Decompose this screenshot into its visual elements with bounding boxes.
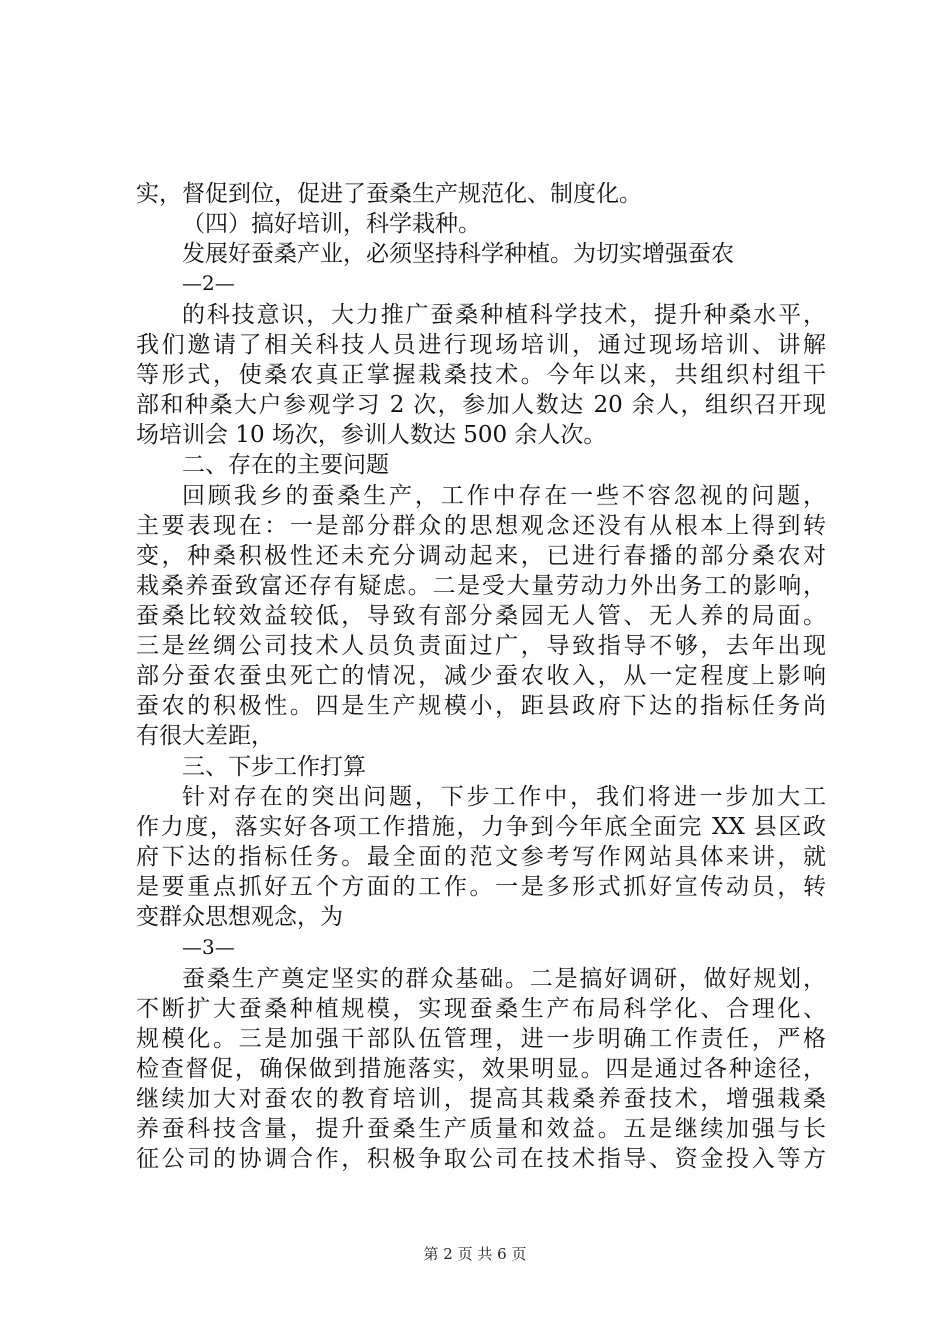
text-line: 等形式，使桑农真正掌握栽桑技术。今年以来，共组织村组干: [136, 362, 826, 388]
text-line: 规模化。三是加强干部队伍管理，进一步明确工作责任，严格: [136, 1026, 826, 1052]
text-line: 继续加大对蚕农的教育培训，提高其栽桑养蚕技术，增强栽桑: [136, 1086, 826, 1112]
text-line: 府下达的指标任务。最全面的范文参考写作网站具体来讲，就: [136, 844, 826, 870]
text-line: 场培训会 10 场次，参训人数达 500 余人次。: [136, 422, 607, 448]
text-line: 主要表现在：一是部分群众的思想观念还没有从根本上得到转: [136, 513, 826, 539]
text-line: 作力度，落实好各项工作措施，力争到今年底全面完 XX 县区政: [136, 814, 826, 840]
text-line: 变，种桑积极性还未充分调动起来，已进行春播的部分桑农对: [136, 543, 826, 569]
text-line: 的科技意识，大力推广蚕桑种植科学技术，提升种桑水平，: [182, 302, 826, 328]
text-line: 蚕桑生产奠定坚实的群众基础。二是搞好调研，做好规划，: [182, 966, 826, 992]
text-line: 检查督促，确保做到措施落实，效果明显。四是通过各种途径，: [136, 1056, 826, 1082]
text-line: 我们邀请了相关科技人员进行现场培训，通过现场培训、讲解: [136, 332, 826, 358]
page-marker: —2—: [182, 271, 235, 295]
text-line: 蚕农的积极性。四是生产规模小，距县政府下达的指标任务尚: [136, 693, 826, 719]
text-line: 养蚕科技含量，提升蚕桑生产质量和效益。五是继续加强与长: [136, 1116, 826, 1142]
text-line: 栽桑养蚕致富还存有疑虑。二是受大量劳动力外出务工的影响，: [136, 573, 826, 599]
page-marker: —3—: [182, 935, 235, 959]
text-line: 针对存在的突出问题，下步工作中，我们将进一步加大工: [182, 784, 826, 810]
text-line: 三是丝绸公司技术人员负责面过广，导致指导不够，去年出现: [136, 633, 826, 659]
text-line: 部分蚕农蚕虫死亡的情况，减少蚕农收入，从一定程度上影响: [136, 663, 826, 689]
text-line: 回顾我乡的蚕桑生产，工作中存在一些不容忽视的问题，: [182, 483, 826, 509]
text-line: 征公司的协调合作，积极争取公司在技术指导、资金投入等方: [136, 1146, 826, 1172]
text-line: 蚕桑比较效益较低，导致有部分桑园无人管、无人养的局面。: [136, 603, 826, 629]
section-heading: （四）搞好培训，科学栽种。: [182, 211, 481, 237]
section-heading: 二、存在的主要问题: [182, 452, 389, 478]
text-line: 实，督促到位，促进了蚕桑生产规范化、制度化。: [136, 181, 642, 207]
page-footer: 第 2 页 共 6 页: [423, 1245, 527, 1263]
text-line: 不断扩大蚕桑种植规模，实现蚕桑生产布局科学化、合理化、: [136, 996, 826, 1022]
section-heading: 三、下步工作打算: [182, 754, 366, 780]
text-line: 是要重点抓好五个方面的工作。一是多形式抓好宣传动员，转: [136, 874, 826, 900]
text-line: 变群众思想观念，为: [136, 904, 343, 930]
text-line: 有很大差距，: [136, 723, 274, 749]
text-line: 发展好蚕桑产业，必须坚持科学种植。为切实增强蚕农: [182, 241, 734, 267]
text-line: 部和种桑大户参观学习 2 次，参加人数达 20 余人，组织召开现: [136, 392, 826, 418]
